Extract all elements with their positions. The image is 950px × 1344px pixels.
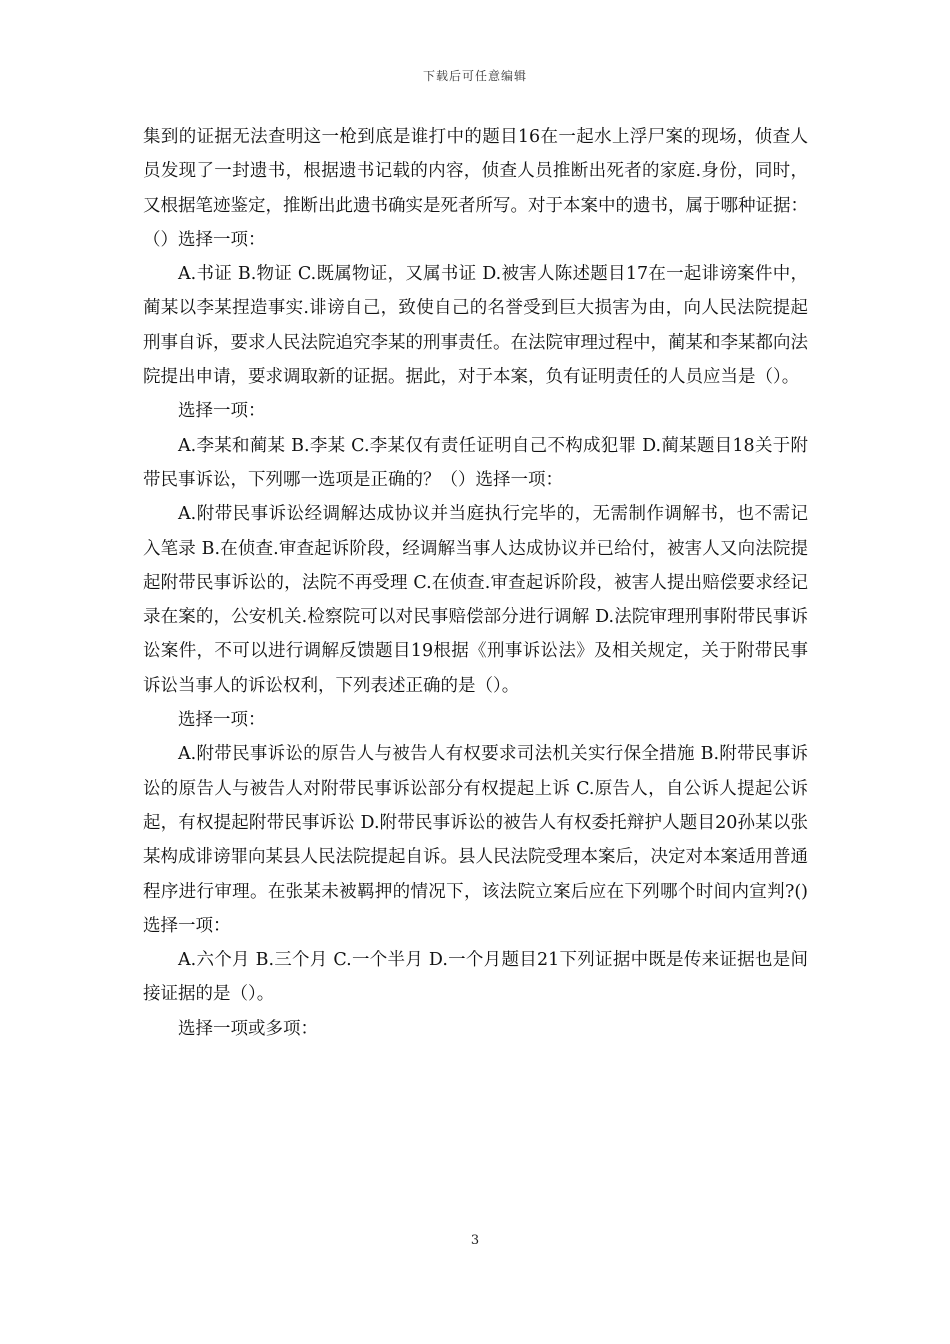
paragraph: A.附带民事诉讼的原告人与被告人有权要求司法机关实行保全措施 B.附带民事诉讼的原告人与被告人对附带民事诉讼部分有权提起上诉 C.原告人，自公诉人提起公诉起，有权提起附带民事诉讼 D.附带民事诉讼的被告人有权委托辩护人题目20孙某以张某构成诽谤罪向某县人民法院提起自诉。县人民法院受理本案后，决定对本案适用普通程序进行审理。在张某未被羁押的情况下，该法院立案后应在下列哪个时间内宣判?()选择一项： bbox=[143, 744, 808, 936]
paragraph: 集到的证据无法查明这一枪到底是谁打中的题目16在一起水上浮尸案的现场，侦查人员发现了一封遗书，根据遗书记载的内容，侦查人员推断出死者的家庭.身份，同时，又根据笔迹鉴定，推断出此遗书确实是死者所写。对于本案中的遗书，属于哪种证据：（）选择一项： bbox=[143, 127, 808, 250]
paragraph: A.附带民事诉讼经调解达成协议并当庭执行完毕的，无需制作调解书，也不需记入笔录 B.在侦查.审查起诉阶段，经调解当事人达成协议并已给付，被害人又向法院提起附带民事诉讼的，法院不再受理 C.在侦查.审查起诉阶段，被害人提出赔偿要求经记录在案的，公安机关.检察院可以对民事赔偿部分进行调解 D.法院审理刑事附带民事诉讼案件，不可以进行调解反馈题目19根据《刑事诉讼法》及相关规定，关于附带民事诉讼当事人的诉讼权利，下列表述正确的是（）。 bbox=[143, 504, 808, 696]
paragraph: 选择一项： bbox=[178, 710, 266, 731]
paragraph: A.李某和蔺某 B.李某 C.李某仅有责任证明自己不构成犯罪 D.蔺某题目18关于附带民事诉讼，下列哪一选项是正确的？（）选择一项： bbox=[143, 435, 808, 490]
page-number: 3 bbox=[470, 1233, 480, 1248]
paragraph: 选择一项或多项： bbox=[178, 1018, 318, 1039]
page-header: 下载后可任意编辑 bbox=[422, 69, 527, 83]
document-body bbox=[143, 120, 808, 1046]
paragraph: A.书证 B.物证 C.既属物证，又属书证 D.被害人陈述题目17在一起诽谤案件中，蔺某以李某捏造事实.诽谤自己，致使自己的名誉受到巨大损害为由，向人民法院提起刑事自诉，要求人民法院追究李某的刑事责任。在法院审理过程中，蔺某和李某都向法院提出申请，要求调取新的证据。据此，对于本案，负有证明责任的人员应当是（）。 bbox=[143, 264, 808, 388]
paragraph: A.六个月 B.三个月 C.一个半月 D.一个月题目21下列证据中既是传来证据也是间接证据的是（）。 bbox=[143, 950, 808, 1005]
paragraph: 选择一项： bbox=[178, 401, 266, 422]
